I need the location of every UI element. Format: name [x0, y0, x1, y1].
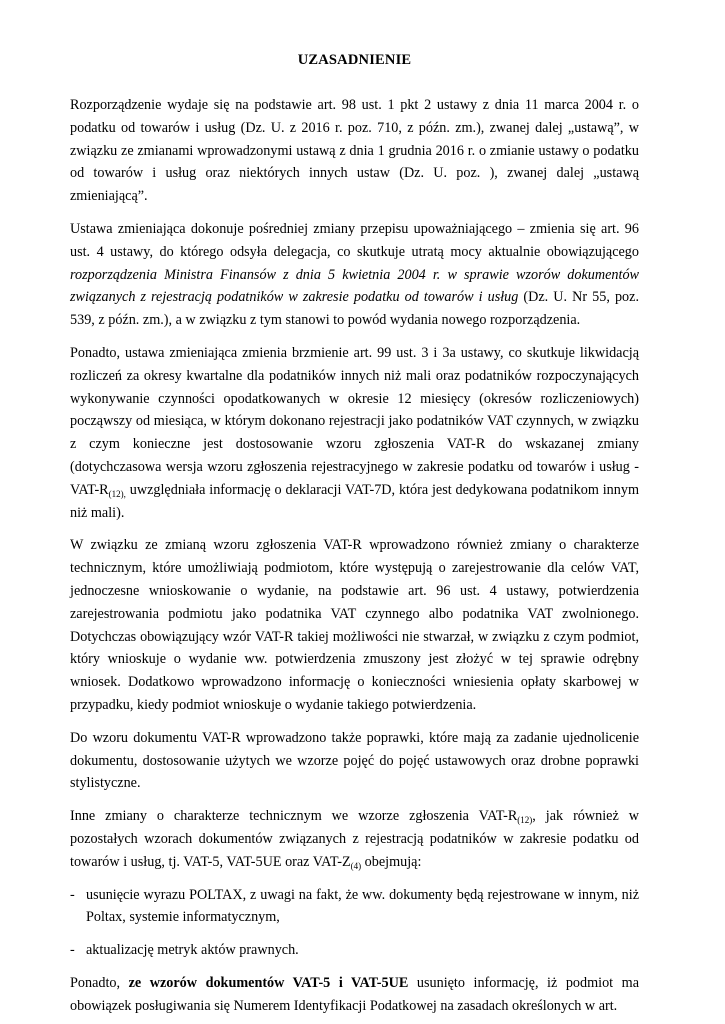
- regulation-title: rozporządzenia Ministra Finansów z dnia 5 kwietnia 2004 r. w sprawie wzorów dokumentów związanych z rejestracją podatników w zakresie podatku od towarów i usług: [70, 266, 639, 306]
- paragraph-text: obejmują:: [361, 853, 422, 870]
- paragraph-text: Ponadto,: [70, 974, 129, 991]
- paragraph-text: uwzględniała informację o deklaracji VAT-7D, która jest dedykowana podatnikom innym niż mali).: [70, 481, 639, 521]
- paragraph-other-changes: [70, 805, 639, 873]
- paragraph-quarterly-settlements: [70, 342, 639, 524]
- paragraph-vat-r-corrections: Do wzoru dokumentu VAT-R wprowadzono także poprawki, które mają za zadanie ujednolicenie dokumentu, dostosowanie użytych we wzorze pojęć do pojęć ustawowych oraz drobne poprawki stylistyczne.: [70, 729, 639, 792]
- paragraph-text: , jak również w pozostałych wzorach dokumentów związanych z rejestracją podatników w zakresie podatku od towarów i usług, tj. VAT-5, VAT-5UE oraz VAT-Z: [70, 808, 639, 870]
- list-dash: -: [70, 886, 75, 903]
- paragraph-technical-changes: W związku ze zmianą wzoru zgłoszenia VAT-R wprowadzono również zmiany o charakterze technicznym, które umożliwiają podmiotom, które występują o zarejestrowanie dla celów VAT, jednoczesne wnioskowanie o wydanie, na podstawie art. 96 ust. 4 ustawy, potwierdzenia zarejestrowania podmiotu jako podatnika VAT czynnego albo podatnika VAT zwolnionego. Dotychczas obowiązujący wzór VAT-R takiej możliwości nie stwarzał, w związku z czym podmiot, który wnioskuje o wydanie ww. potwierdzenia zmuszony jest złożyć w tej sprawie odrębny wniosek. Dodatkowo wprowadzono informację o konieczności wniesienia opłaty skarbowej w przypadku, kiedy podmiot wnioskuje o wydanie takiego potwierdzenia.: [70, 537, 639, 713]
- document-title: UZASADNIENIE: [297, 52, 412, 68]
- list-item-text: usunięcie wyrazu POLTAX, z uwagi na fakt, że ww. dokumenty będą rejestrowane w innym, niż Poltax, systemie informatycznym,: [86, 886, 639, 926]
- paragraph-text: Inne zmiany o charakterze technicznym we wzorze zgłoszenia VAT-R: [70, 808, 518, 825]
- paragraph-text: Ustawa zmieniająca dokonuje pośredniej zmiany przepisu upoważniającego – zmienia się art. 96 ust. 4 ustawy, do którego odsyła delegacja, co skutkuje utratą mocy aktualnie obowiązującego: [70, 220, 639, 260]
- changes-list: [70, 884, 639, 962]
- paragraph-text: Ponadto, ustawa zmieniająca zmienia brzmienie art. 99 ust. 3 i 3a ustawy, co skutkuje likwidacją rozliczeń za okresy kwartalne dla podatników innych niż mali oraz podatników rozpoczynających wykonywanie czynności opodatkowanych w okresie 12 miesięcy (okresów rozliczeniowych) począwszy od miesiąca, w którym dokonano rejestracji jako podatników VAT czynnych, w związku z czym konieczne jest dostosowanie wzoru zgłoszenia VAT-R do wskazanej zmiany (dotychczasowa wersja wzoru zgłoszenia rejestracyjnego w zakresie podatku od towarów i usług - VAT-R: [70, 344, 639, 498]
- paragraph-nip-removal: [70, 972, 639, 1018]
- paragraph-text: (Dz. U. Nr 55, poz. 539, z późn. zm.), a w związku z tym stanowi to powód wydania nowego rozporządzenia.: [70, 289, 639, 329]
- list-item: [70, 884, 639, 930]
- version-subscript: (12),: [108, 488, 126, 499]
- list-dash: -: [70, 942, 75, 959]
- bold-phrase: ze wzorów dokumentów VAT-5 i VAT-5UE: [128, 974, 409, 991]
- version-subscript: (12): [517, 815, 533, 826]
- list-item: [70, 939, 639, 962]
- paragraph-legal-basis: Rozporządzenie wydaje się na podstawie art. 98 ust. 1 pkt 2 ustawy z dnia 11 marca 2004 r. o podatku od towarów i usług (Dz. U. z 2016 r. poz. 710, z późn. zm.), zwanej dalej „ustawą”, w związku ze zmianami wprowadzonymi ustawą z dnia 1 grudnia 2016 r. o zmianie ustawy o podatku od towarów i usług oraz niektórych innych ustaw (Dz. U. poz. ), zwanej dalej „ustawą zmieniającą”.: [70, 97, 639, 205]
- list-item-text: aktualizację metryk aktów prawnych.: [86, 942, 299, 959]
- version-subscript: (4): [350, 860, 362, 871]
- paragraph-amending-act: [70, 218, 639, 332]
- paragraph-text: usunięto informację, iż podmiot ma obowiązek posługiwania się Numerem Identyfikacji Podatkowej na zasadach określonych w art.: [70, 974, 639, 1014]
